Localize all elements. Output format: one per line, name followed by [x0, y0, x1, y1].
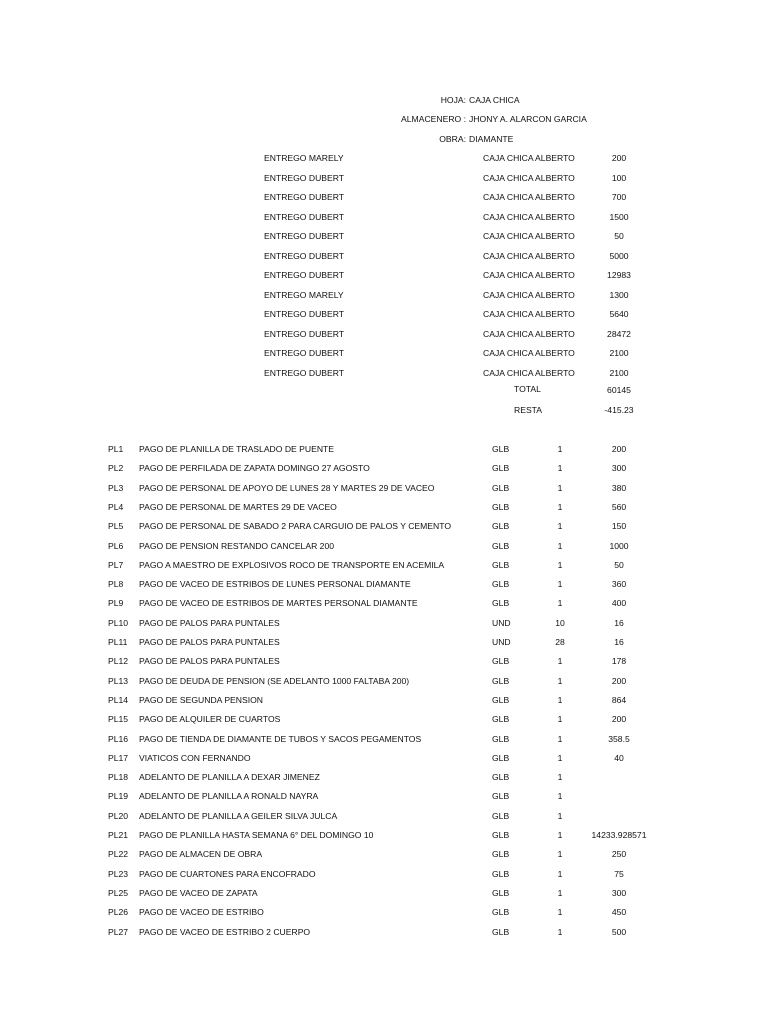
payment-code: PL3	[108, 482, 124, 493]
payment-unit: GLB	[492, 521, 510, 532]
payment-code: PL9	[108, 598, 124, 609]
payment-description: PAGO DE DEUDA DE PENSION (SE ADELANTO 1000 FALTABA 200)	[139, 675, 410, 686]
payment-description: PAGO DE VACEO DE ESTRIBO	[139, 907, 264, 918]
payment-description: PAGO DE CUARTONES PARA ENCOFRADO	[139, 868, 316, 879]
delivery-amount: 2100	[609, 348, 629, 358]
payment-quantity: 1	[557, 887, 563, 898]
payment-description: PAGO DE PERSONAL DE MARTES 29 DE VACEO	[139, 501, 337, 512]
hoja-value: CAJA CHICA	[469, 95, 520, 105]
payment-amount: 450	[611, 907, 627, 918]
payment-code: PL8	[108, 579, 124, 590]
payment-amount: 75	[614, 868, 624, 879]
payment-description: PAGO DE TIENDA DE DIAMANTE DE TUBOS Y SACOS PEGAMENTOS	[139, 733, 422, 744]
payment-quantity: 1	[557, 810, 563, 821]
payment-description: ADELANTO DE PLANILLA A GEILER SILVA JULCA	[139, 810, 338, 821]
payment-amount: 300	[611, 887, 627, 898]
payment-amount: 560	[611, 501, 627, 512]
delivery-destination: CAJA CHICA ALBERTO	[483, 231, 575, 241]
delivery-amount: 5640	[609, 309, 629, 319]
payment-amount: 200	[611, 675, 627, 686]
obra-value: DIAMANTE	[469, 134, 514, 144]
delivery-description: ENTREGO DUBERT	[264, 270, 345, 280]
payment-quantity: 1	[557, 830, 563, 840]
delivery-destination: CAJA CHICA ALBERTO	[483, 289, 575, 300]
resta-value: -415.23	[604, 405, 634, 415]
payment-code: PL18	[108, 772, 129, 783]
payment-quantity: 1	[557, 579, 563, 590]
delivery-description: ENTREGO DUBERT	[264, 309, 345, 319]
payment-code: PL23	[108, 868, 129, 879]
delivery-description: ENTREGO DUBERT	[264, 348, 345, 358]
payment-unit: GLB	[492, 598, 510, 609]
payment-quantity: 1	[557, 521, 563, 532]
payment-code: PL21	[108, 830, 129, 840]
payment-unit: GLB	[492, 540, 510, 551]
payment-quantity: 1	[557, 559, 563, 570]
delivery-description: ENTREGO DUBERT	[264, 328, 345, 339]
payment-code: PL4	[108, 501, 124, 512]
payment-unit: GLB	[492, 772, 510, 783]
payment-unit: GLB	[492, 887, 510, 898]
payment-description: PAGO DE PLANILLA HASTA SEMANA 6° DEL DOMINGO 10	[139, 830, 374, 840]
payment-code: PL20	[108, 810, 129, 821]
delivery-amount: 50	[614, 231, 624, 241]
payment-amount: 300	[611, 463, 627, 474]
delivery-description: ENTREGO MARELY	[264, 289, 344, 300]
payment-quantity: 1	[557, 501, 563, 512]
payment-unit: GLB	[492, 752, 510, 763]
payment-quantity: 1	[557, 444, 563, 454]
payment-amount: 1000	[609, 540, 629, 551]
payment-description: PAGO A MAESTRO DE EXPLOSIVOS ROCO DE TRANSPORTE EN ACEMILA	[139, 559, 445, 570]
payment-quantity: 1	[557, 772, 563, 783]
payment-quantity: 1	[557, 540, 563, 551]
payment-unit: GLB	[492, 926, 510, 937]
total-value: 60145	[607, 385, 631, 395]
payment-quantity: 1	[557, 791, 563, 802]
payment-description: PAGO DE PERSONAL DE SABADO 2 PARA CARGUIO DE PALOS Y CEMENTO	[139, 521, 452, 532]
payment-code: PL2	[108, 463, 124, 474]
payment-description: PAGO DE VACEO DE ESTRIBO 2 CUERPO	[139, 926, 311, 937]
payment-quantity: 1	[557, 694, 563, 705]
delivery-destination: CAJA CHICA ALBERTO	[483, 211, 575, 222]
payment-quantity: 28	[555, 637, 565, 647]
delivery-description: ENTREGO DUBERT	[264, 172, 345, 183]
delivery-description: ENTREGO DUBERT	[264, 211, 345, 222]
payment-amount: 14233.928571	[591, 830, 647, 840]
delivery-amount: 1300	[609, 289, 629, 300]
delivery-destination: CAJA CHICA ALBERTO	[483, 348, 575, 358]
payment-code: PL25	[108, 887, 129, 898]
payment-amount: 200	[611, 444, 627, 454]
payment-unit: GLB	[492, 579, 510, 590]
payment-description: PAGO DE PALOS PARA PUNTALES	[139, 617, 280, 628]
payment-amount: 380	[611, 482, 627, 493]
payment-amount: 400	[611, 598, 627, 609]
delivery-description: ENTREGO DUBERT	[264, 192, 345, 202]
total-label: TOTAL	[514, 384, 541, 394]
payment-code: PL16	[108, 733, 129, 744]
payment-code: PL15	[108, 714, 129, 725]
payment-unit: GLB	[492, 559, 510, 570]
almacenero-value: JHONY A. ALARCON GARCIA	[469, 114, 587, 124]
payment-unit: UND	[492, 637, 511, 647]
payment-description: PAGO DE SEGUNDA PENSION	[139, 694, 264, 705]
delivery-description: ENTREGO DUBERT	[264, 367, 345, 378]
payment-code: PL26	[108, 907, 129, 918]
payment-unit: GLB	[492, 714, 510, 725]
payment-code: PL6	[108, 540, 124, 551]
payment-amount: 16	[614, 637, 624, 647]
payment-quantity: 1	[557, 675, 563, 686]
delivery-amount: 12983	[607, 270, 631, 280]
payment-description: PAGO DE VACEO DE ESTRIBOS DE LUNES PERSONAL DIAMANTE	[139, 579, 411, 590]
payment-amount: 178	[611, 656, 627, 667]
payment-unit: GLB	[492, 444, 510, 454]
payment-code: PL5	[108, 521, 124, 532]
payment-code: PL7	[108, 559, 124, 570]
hoja-label: HOJA:	[440, 95, 466, 105]
payment-description: PAGO DE PENSION RESTANDO CANCELAR 200	[139, 540, 334, 551]
payment-unit: GLB	[492, 849, 510, 860]
payment-code: PL27	[108, 926, 129, 937]
payment-description: PAGO DE PLANILLA DE TRASLADO DE PUENTE	[139, 444, 335, 454]
payment-description: PAGO DE PALOS PARA PUNTALES	[139, 637, 280, 647]
payment-amount: 250	[611, 849, 627, 860]
payment-amount: 50	[614, 559, 624, 570]
payment-code: PL22	[108, 849, 129, 860]
payment-unit: GLB	[492, 463, 510, 474]
delivery-description: ENTREGO DUBERT	[264, 250, 345, 261]
almacenero-label: ALMACENERO :	[401, 114, 466, 124]
delivery-amount: 700	[611, 192, 627, 202]
payment-description: PAGO DE ALMACEN DE OBRA	[139, 849, 263, 860]
payment-quantity: 10	[555, 617, 565, 628]
payment-unit: GLB	[492, 868, 510, 879]
payment-code: PL12	[108, 656, 129, 667]
resta-label: RESTA	[514, 405, 543, 415]
payment-unit: GLB	[492, 656, 510, 667]
payment-unit: GLB	[492, 907, 510, 918]
payment-amount: 864	[611, 694, 627, 705]
payment-amount: 200	[611, 714, 627, 725]
payment-quantity: 1	[557, 849, 563, 860]
payment-unit: GLB	[492, 694, 510, 705]
payment-code: PL1	[108, 444, 124, 454]
payment-description: PAGO DE VACEO DE ESTRIBOS DE MARTES PERSONAL DIAMANTE	[139, 598, 418, 609]
payment-amount: 500	[611, 926, 627, 937]
payment-quantity: 1	[557, 752, 563, 763]
payment-quantity: 1	[557, 482, 563, 493]
payment-code: PL17	[108, 752, 129, 763]
payment-description: PAGO DE PERSONAL DE APOYO DE LUNES 28 Y MARTES 29 DE VACEO	[139, 482, 435, 493]
delivery-amount: 1500	[609, 211, 629, 222]
payment-unit: GLB	[492, 733, 510, 744]
delivery-amount: 5000	[609, 250, 629, 261]
payment-unit: GLB	[492, 830, 510, 840]
delivery-destination: CAJA CHICA ALBERTO	[483, 250, 575, 261]
payment-description: ADELANTO DE PLANILLA A RONALD NAYRA	[139, 791, 319, 802]
payment-code: PL19	[108, 791, 129, 802]
payment-amount: 358.5	[608, 733, 630, 744]
payment-code: PL10	[108, 617, 129, 628]
payment-amount: 150	[611, 521, 627, 532]
payment-description: PAGO DE PERFILADA DE ZAPATA DOMINGO 27 AGOSTO	[139, 463, 370, 474]
payment-quantity: 1	[557, 733, 563, 744]
delivery-destination: CAJA CHICA ALBERTO	[483, 153, 575, 163]
payment-description: PAGO DE VACEO DE ZAPATA	[139, 887, 258, 898]
payment-unit: UND	[492, 617, 511, 628]
payment-quantity: 1	[557, 656, 563, 667]
delivery-destination: CAJA CHICA ALBERTO	[483, 172, 575, 183]
payment-quantity: 1	[557, 463, 563, 474]
payment-code: PL13	[108, 675, 129, 686]
payment-amount: 40	[614, 752, 624, 763]
payment-description: PAGO DE PALOS PARA PUNTALES	[139, 656, 280, 667]
payment-unit: GLB	[492, 482, 510, 493]
payment-code: PL11	[108, 637, 128, 647]
payment-unit: GLB	[492, 675, 510, 686]
delivery-destination: CAJA CHICA ALBERTO	[483, 328, 575, 339]
payment-code: PL14	[108, 694, 129, 705]
delivery-amount: 28472	[607, 328, 631, 339]
delivery-destination: CAJA CHICA ALBERTO	[483, 367, 575, 378]
payment-amount: 360	[611, 579, 627, 590]
payment-quantity: 1	[557, 926, 563, 937]
payment-unit: GLB	[492, 810, 510, 821]
delivery-description: ENTREGO MARELY	[264, 153, 344, 163]
payment-quantity: 1	[557, 868, 563, 879]
delivery-amount: 100	[611, 172, 627, 183]
delivery-amount: 200	[611, 153, 627, 163]
payment-unit: GLB	[492, 791, 510, 802]
obra-label: OBRA:	[439, 134, 466, 144]
payment-quantity: 1	[557, 714, 563, 725]
delivery-destination: CAJA CHICA ALBERTO	[483, 309, 575, 319]
payment-quantity: 1	[557, 598, 563, 609]
delivery-description: ENTREGO DUBERT	[264, 231, 345, 241]
delivery-amount: 2100	[609, 367, 629, 378]
payment-unit: GLB	[492, 501, 510, 512]
delivery-destination: CAJA CHICA ALBERTO	[483, 270, 575, 280]
delivery-destination: CAJA CHICA ALBERTO	[483, 192, 575, 202]
payment-quantity: 1	[557, 907, 563, 918]
payment-amount: 16	[614, 617, 624, 628]
payment-description: VIATICOS CON FERNANDO	[139, 752, 251, 763]
payment-description: ADELANTO DE PLANILLA A DEXAR JIMENEZ	[139, 772, 320, 783]
payment-description: PAGO DE ALQUILER DE CUARTOS	[139, 714, 281, 725]
